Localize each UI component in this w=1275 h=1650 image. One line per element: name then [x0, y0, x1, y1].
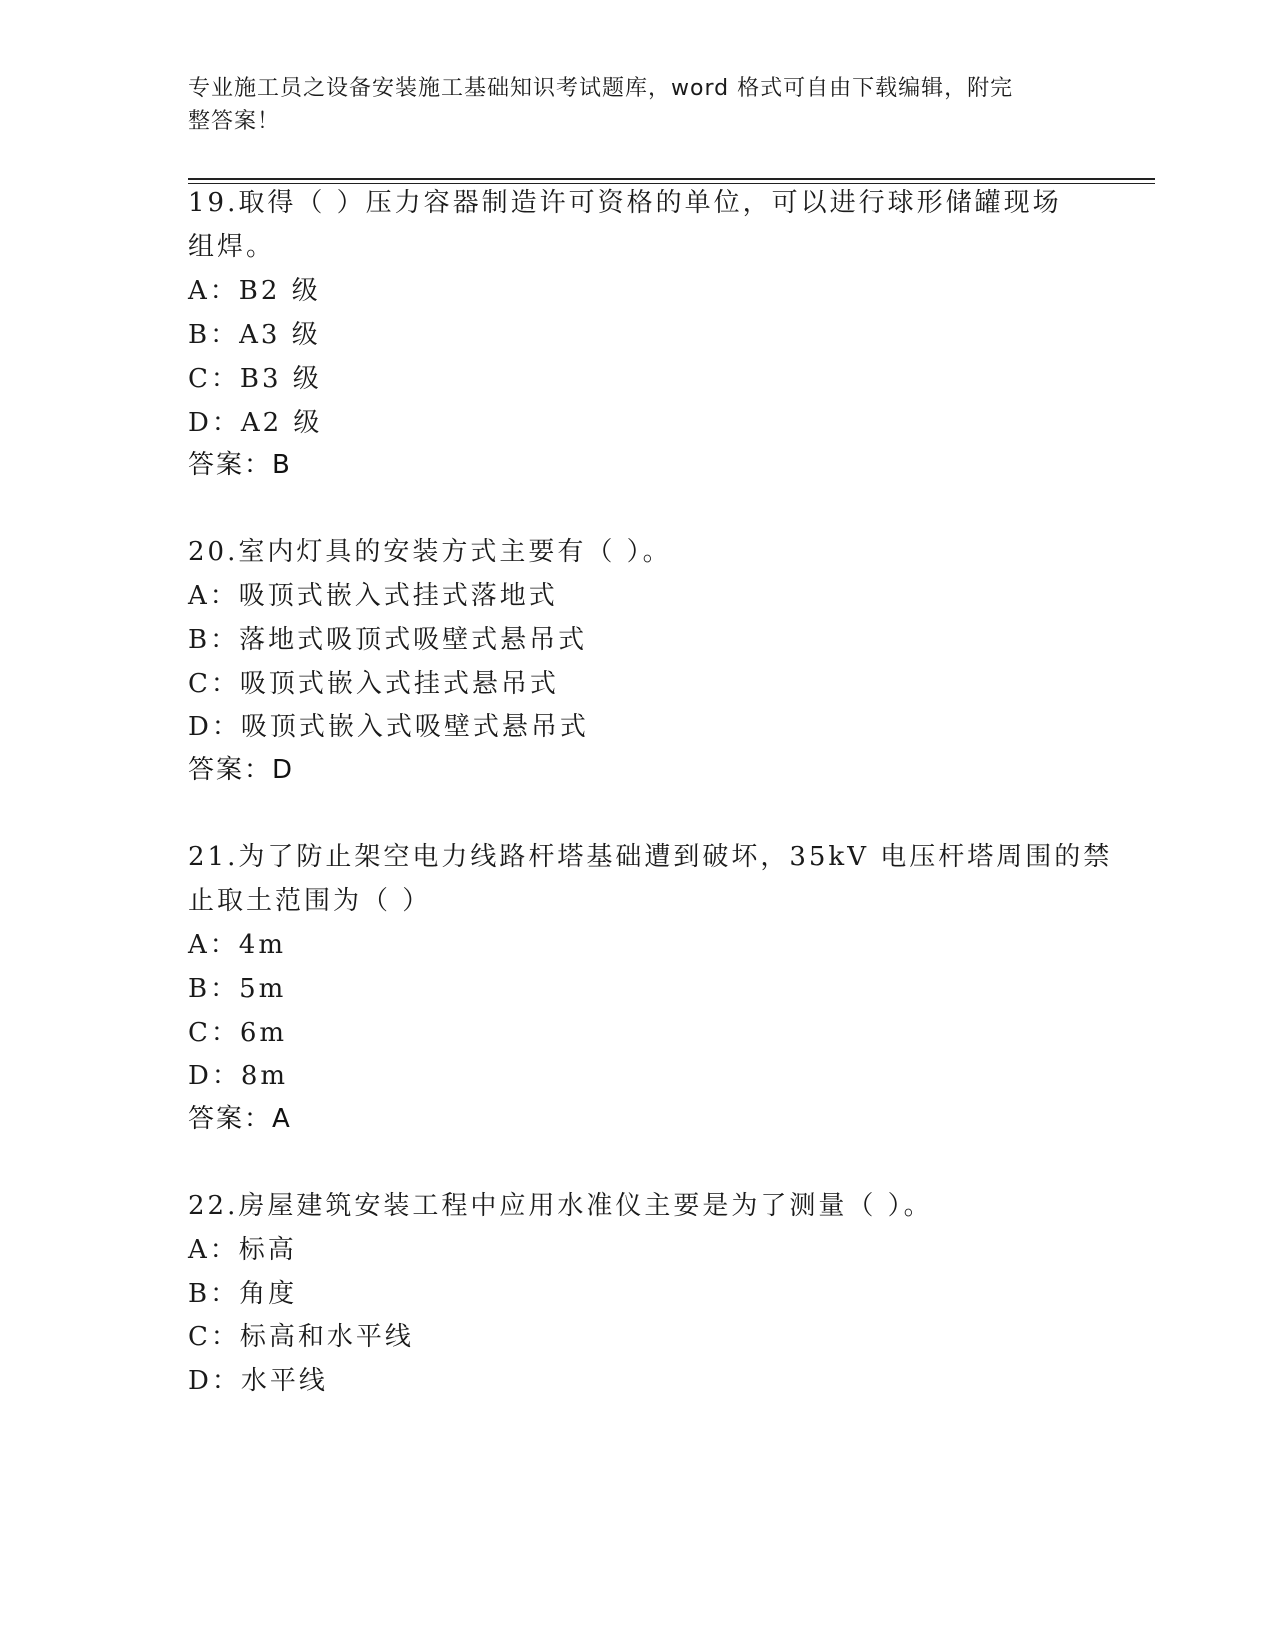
question-19-option-c: C：B3 级	[188, 364, 322, 394]
question-21-stem-line-2: 止取土范围为（ ）	[188, 886, 432, 916]
question-19-answer: 答案：B	[188, 450, 292, 480]
question-22-option-b: B：角度	[188, 1279, 298, 1309]
header-divider-thin	[188, 183, 1155, 184]
header-line-1: 专业施工员之设备安装施工基础知识考试题库，word 格式可自由下载编辑，附完	[188, 76, 1014, 101]
question-19-stem-line-2: 组焊。	[188, 232, 276, 262]
header-line-2: 整答案！	[188, 109, 281, 134]
question-19-stem-line-1: 19.取得（ ）压力容器制造许可资格的单位，可以进行球形储罐现场	[188, 188, 1062, 218]
question-20-option-d: D：吸顶式嵌入式吸壁式悬吊式	[188, 712, 589, 742]
question-20-stem-line-1: 20.室内灯具的安装方式主要有（ ）。	[188, 537, 672, 567]
question-21-option-b: B：5m	[188, 974, 287, 1004]
question-22-option-a: A：标高	[188, 1235, 297, 1265]
question-20-answer: 答案：D	[188, 755, 295, 785]
question-22-option-c: C：标高和水平线	[188, 1322, 414, 1352]
question-21-option-c: C：6m	[188, 1018, 288, 1048]
question-20-option-a: A：吸顶式嵌入式挂式落地式	[188, 581, 558, 611]
question-20-option-b: B：落地式吸顶式吸壁式悬吊式	[188, 625, 588, 655]
question-21-option-d: D：8m	[188, 1061, 289, 1091]
question-19-option-b: B：A3 级	[188, 320, 321, 350]
question-21-stem-line-1: 21.为了防止架空电力线路杆塔基础遭到破坏，35kV 电压杆塔周围的禁	[188, 842, 1113, 872]
header-divider-thick	[188, 178, 1155, 180]
document-header	[188, 72, 1068, 138]
question-21-option-a: A：4m	[188, 930, 286, 960]
question-19-option-d: D：A2 级	[188, 408, 323, 438]
question-22-stem-line-1: 22.房屋建筑安装工程中应用水准仪主要是为了测量（ ）。	[188, 1191, 933, 1221]
question-20-option-c: C：吸顶式嵌入式挂式悬吊式	[188, 669, 559, 699]
question-22-option-d: D：水平线	[188, 1366, 328, 1396]
question-19-option-a: A：B2 级	[188, 276, 321, 306]
question-21-answer: 答案：A	[188, 1104, 292, 1134]
